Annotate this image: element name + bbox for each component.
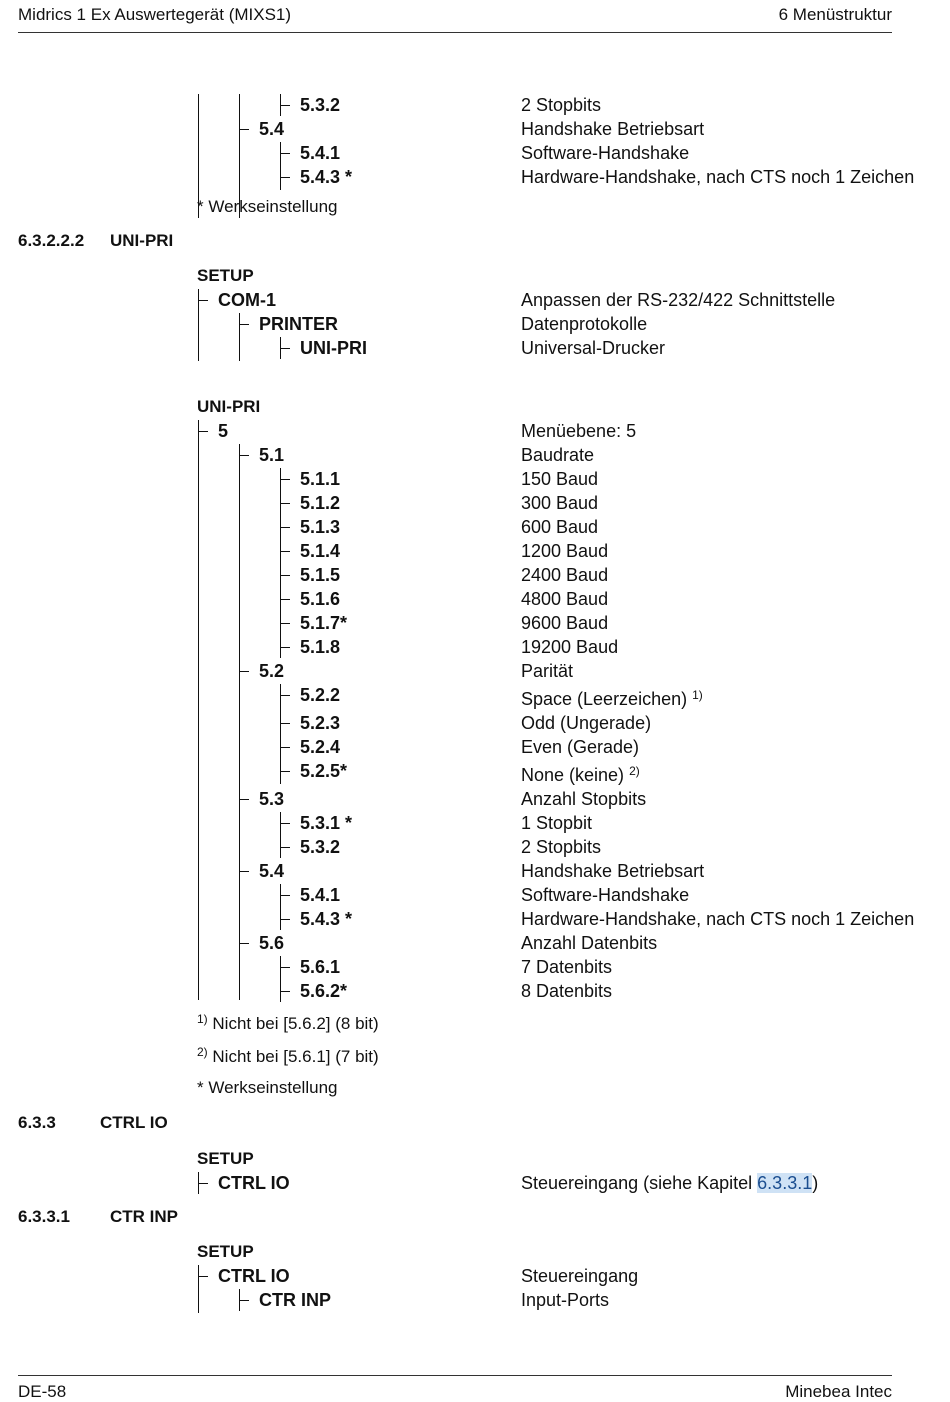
menu-description: Odd (Ungerade) [521, 713, 652, 733]
tree-branch [280, 503, 290, 504]
setup-title: SETUP [197, 1242, 254, 1261]
section-number: 6.3.3.1 [18, 1207, 70, 1226]
menu-description: Software-Handshake [521, 885, 690, 905]
description-text-end: ) [812, 1173, 819, 1193]
tree-title: UNI-PRI [197, 397, 261, 416]
tree-branch [239, 1300, 249, 1301]
menu-node: CTRL IO [218, 1266, 290, 1286]
menu-node: 5.1.2 [300, 493, 341, 513]
tree-branch [280, 771, 290, 772]
menu-description: 600 Baud [521, 517, 599, 537]
menu-description: 7 Datenbits [521, 957, 613, 977]
tree-branch [280, 695, 290, 696]
menu-description: 300 Baud [521, 493, 599, 513]
chapter-link[interactable]: 6.3.3.1 [757, 1173, 813, 1193]
menu-node: 5.1.4 [300, 541, 341, 561]
menu-description: Anpassen der RS-232/422 Schnittstelle [521, 290, 836, 310]
menu-node: 5.2.2 [300, 685, 341, 705]
menu-description: Handshake Betriebsart [521, 119, 705, 139]
footnote-1 [197, 1013, 379, 1035]
section-title: CTRL IO [100, 1113, 168, 1132]
menu-node: 5.6.1 [300, 957, 341, 977]
section-title: CTR INP [110, 1207, 178, 1226]
description-text: None (keine) [521, 765, 625, 785]
menu-node: 5.4.3 * [300, 909, 353, 929]
description-text: Space (Leerzeichen) [521, 689, 688, 709]
menu-node: COM-1 [218, 290, 276, 310]
menu-node: 5.2.3 [300, 713, 341, 733]
footnote-marker: 1) [197, 1012, 208, 1026]
menu-description: Handshake Betriebsart [521, 861, 705, 881]
tree-branch [239, 455, 249, 456]
tree-branch [239, 799, 249, 800]
menu-node: 5.2.5* [300, 761, 348, 781]
tree-branch [280, 479, 290, 480]
menu-node: PRINTER [259, 314, 339, 334]
page-number: DE-58 [18, 1382, 67, 1401]
menu-node: 5 [218, 421, 229, 441]
menu-description: Parität [521, 661, 574, 681]
menu-description: 1 Stopbit [521, 813, 593, 833]
menu-node: 5.3.1 * [300, 813, 353, 833]
footnote-default: * Werkseinstellung [197, 197, 338, 216]
tree-branch [280, 527, 290, 528]
menu-description: Software-Handshake [521, 143, 690, 163]
tree-branch [280, 967, 290, 968]
menu-description: Universal-Drucker [521, 338, 666, 358]
tree-branch [280, 895, 290, 896]
footnote-marker: 1) [692, 688, 703, 702]
menu-node: 5.6 [259, 933, 285, 953]
tree-branch [280, 551, 290, 552]
tree-branch [239, 671, 249, 672]
tree-branch [280, 823, 290, 824]
tree-branch [239, 129, 249, 130]
menu-node: 5.1 [259, 445, 285, 465]
tree-branch [280, 623, 290, 624]
tree-branch [280, 747, 290, 748]
footnote-default: * Werkseinstellung [197, 1078, 338, 1097]
section-number: 6.3.2.2.2 [18, 231, 85, 250]
tree-line [198, 420, 199, 1000]
tree-branch [198, 300, 208, 301]
menu-description: Steuereingang [521, 1266, 639, 1286]
tree-branch [280, 105, 290, 106]
tree-branch [280, 153, 290, 154]
menu-node: 5.1.6 [300, 589, 341, 609]
menu-description [521, 1172, 818, 1194]
menu-node: 5.3.2 [300, 95, 341, 115]
menu-node: 5.1.5 [300, 565, 341, 585]
menu-description: 2400 Baud [521, 565, 609, 585]
menu-node: 5.2.4 [300, 737, 341, 757]
menu-node: 5.4.1 [300, 143, 341, 163]
menu-description: Datenprotokolle [521, 314, 648, 334]
menu-node: 5.3.2 [300, 837, 341, 857]
menu-node: 5.3 [259, 789, 285, 809]
tree-branch [280, 348, 290, 349]
menu-description: 4800 Baud [521, 589, 609, 609]
menu-description: 2 Stopbits [521, 95, 602, 115]
menu-node: 5.4 [259, 119, 285, 139]
section-title: UNI-PRI [110, 231, 174, 250]
tree-line [239, 444, 240, 1000]
menu-description: 9600 Baud [521, 613, 609, 633]
tree-branch [239, 324, 249, 325]
tree-branch [280, 647, 290, 648]
menu-node: UNI-PRI [300, 338, 367, 358]
tree-branch [280, 599, 290, 600]
menu-node: 5.2 [259, 661, 285, 681]
footnote-text: Nicht bei [5.6.1] (7 bit) [207, 1047, 379, 1066]
tree-branch [198, 1276, 208, 1277]
menu-description: Hardware-Handshake, nach CTS noch 1 Zeichen [521, 909, 915, 929]
tree-branch [280, 723, 290, 724]
menu-description: 19200 Baud [521, 637, 619, 657]
section-number: 6.3.3 [18, 1113, 56, 1132]
menu-description: Even (Gerade) [521, 737, 640, 757]
menu-description: 150 Baud [521, 469, 599, 489]
menu-node: CTRL IO [218, 1173, 290, 1193]
tree-branch [198, 1183, 208, 1184]
header-rule [18, 32, 892, 33]
setup-title: SETUP [197, 266, 254, 285]
menu-node: 5.1.3 [300, 517, 341, 537]
footer-brand: Minebea Intec [785, 1382, 892, 1401]
menu-description: Baudrate [521, 445, 595, 465]
setup-title: SETUP [197, 1149, 254, 1168]
header-chapter: 6 Menüstruktur [778, 5, 892, 24]
tree-branch [198, 431, 208, 432]
menu-description [521, 688, 703, 710]
menu-description: Hardware-Handshake, nach CTS noch 1 Zeichen [521, 167, 915, 187]
tree-branch [280, 847, 290, 848]
menu-description: Anzahl Datenbits [521, 933, 658, 953]
menu-description: 2 Stopbits [521, 837, 602, 857]
description-text: Steuereingang (siehe Kapitel [521, 1173, 758, 1193]
menu-node: CTR INP [259, 1290, 331, 1310]
tree-branch [280, 919, 290, 920]
menu-node: 5.1.7* [300, 613, 348, 633]
tree-branch [280, 177, 290, 178]
menu-description: Input-Ports [521, 1290, 610, 1310]
footnote-text: Nicht bei [5.6.2] (8 bit) [207, 1014, 379, 1033]
menu-node: 5.1.8 [300, 637, 341, 657]
tree-branch [239, 943, 249, 944]
footnote-marker: 2) [197, 1045, 208, 1059]
tree-branch [239, 871, 249, 872]
menu-node: 5.4.1 [300, 885, 341, 905]
footer-rule [18, 1375, 892, 1376]
menu-node: 5.4.3 * [300, 167, 353, 187]
header-title: Midrics 1 Ex Auswertegerät (MIXS1) [18, 5, 292, 24]
menu-node: 5.1.1 [300, 469, 341, 489]
menu-node: 5.6.2* [300, 981, 348, 1001]
menu-description: Menüebene: 5 [521, 421, 637, 441]
menu-description: Anzahl Stopbits [521, 789, 647, 809]
footnote-2 [197, 1046, 379, 1068]
menu-description: 8 Datenbits [521, 981, 613, 1001]
menu-description [521, 764, 640, 786]
footnote-marker: 2) [629, 764, 640, 778]
menu-node: 5.4 [259, 861, 285, 881]
tree-branch [280, 575, 290, 576]
tree-branch [280, 991, 290, 992]
menu-description: 1200 Baud [521, 541, 609, 561]
